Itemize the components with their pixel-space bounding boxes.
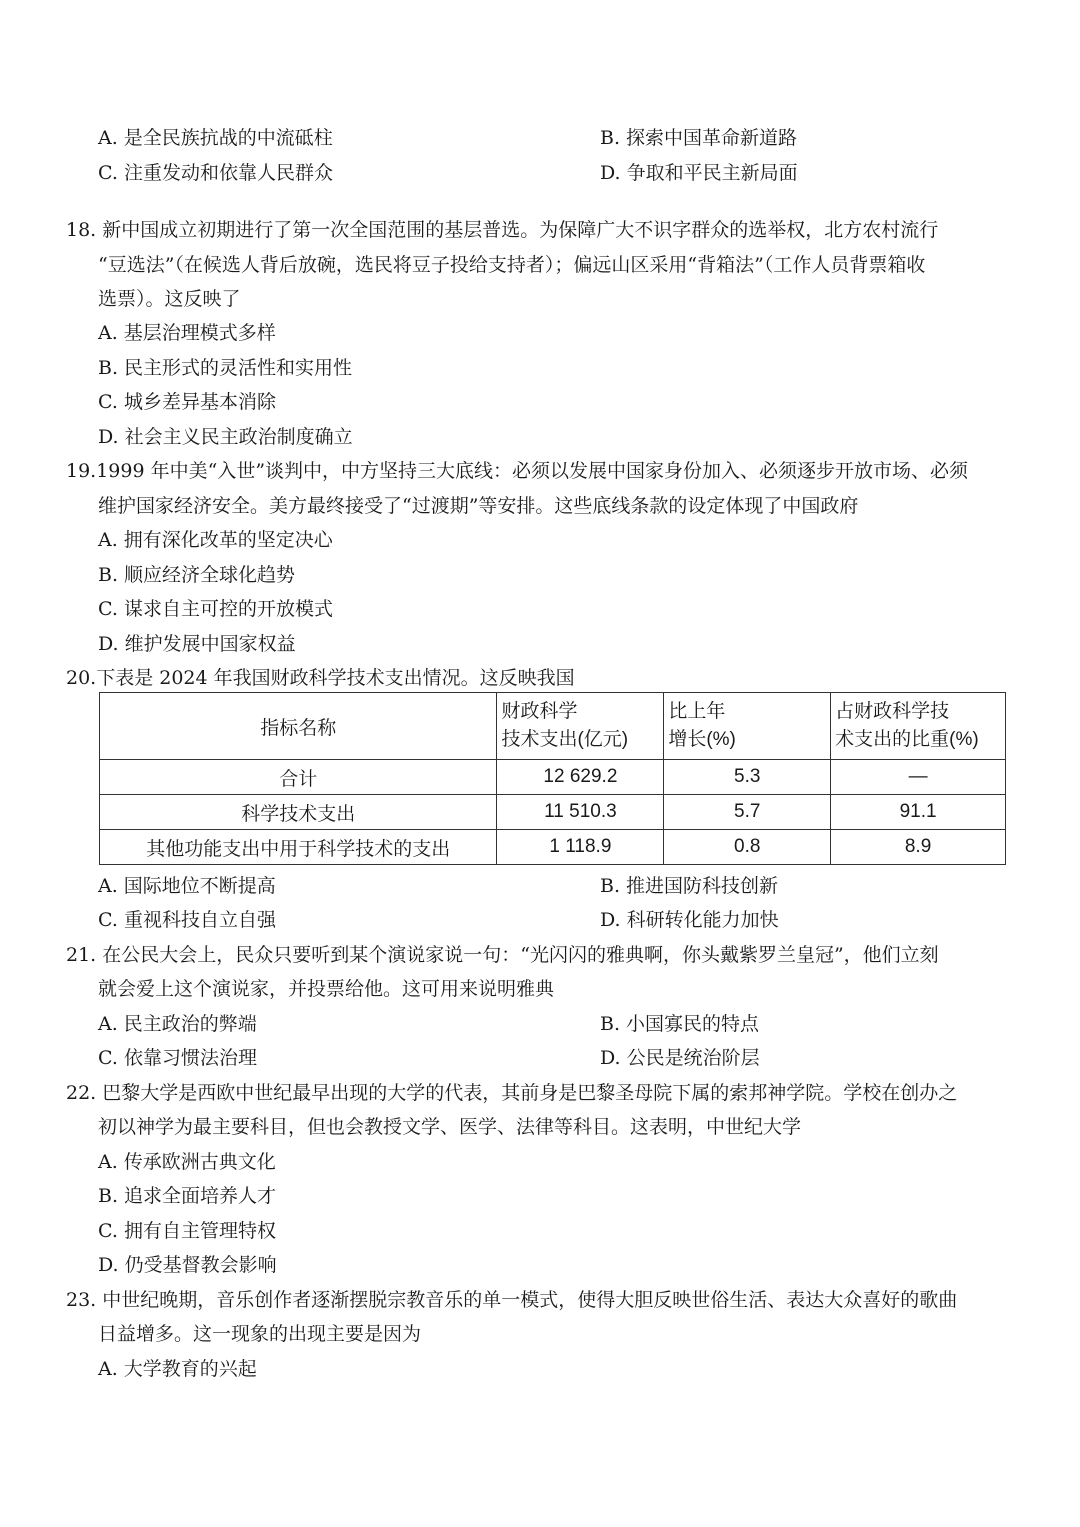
table-cell: — [831, 760, 1006, 795]
table-cell: 91.1 [831, 795, 1006, 830]
table-row [100, 830, 1006, 865]
q17-option-b: B. 探索中国革命新道路 [600, 127, 798, 149]
q19-option-b: B. 顺应经济全球化趋势 [98, 564, 296, 586]
q20-option-b: B. 推进国防科技创新 [600, 875, 779, 897]
q23-stem-line-2: 日益增多。这一现象的出现主要是因为 [98, 1323, 422, 1345]
q22-stem-line-1: 22. 巴黎大学是西欧中世纪最早出现的大学的代表，其前身是巴黎圣母院下属的索邦神学院。学校在创办之 [66, 1082, 958, 1104]
q20-option-a: A. 国际地位不断提高 [98, 875, 276, 897]
q19-stem-line-2: 维护国家经济安全。美方最终接受了“过渡期”等安排。这些底线条款的设定体现了中国政府 [98, 495, 859, 517]
q21-stem-line-1: 21. 在公民大会上，民众只要听到某个演说家说一句：“光闪闪的雅典啊，你头戴紫罗兰皇冠”，他们立刻 [66, 944, 939, 966]
q19-option-c: C. 谋求自主可控的开放模式 [98, 598, 333, 620]
q17-option-a: A. 是全民族抗战的中流砥柱 [98, 127, 333, 149]
q21-option-b: B. 小国寡民的特点 [600, 1013, 760, 1035]
table-cell: 8.9 [831, 830, 1006, 865]
table-cell: 11 510.3 [497, 795, 664, 830]
q23-stem-line-1: 23. 中世纪晚期，音乐创作者逐渐摆脱宗教音乐的单一模式，使得大胆反映世俗生活、表达大众喜好的歌曲 [66, 1289, 958, 1311]
table-cell: 0.8 [664, 830, 831, 865]
q20-option-c: C. 重视科技自立自强 [98, 909, 276, 931]
q17-option-d: D. 争取和平民主新局面 [600, 162, 798, 184]
table-cell: 合计 [100, 760, 497, 795]
q18-stem-line-3: 选票）。这反映了 [98, 288, 241, 310]
q18-option-c: C. 城乡差异基本消除 [98, 391, 276, 413]
q22-option-a: A. 传承欧洲古典文化 [98, 1151, 276, 1173]
table-row [100, 760, 1006, 795]
table-header-row [100, 693, 1006, 760]
q19-option-d: D. 维护发展中国家权益 [98, 633, 296, 655]
table-cell: 5.3 [664, 760, 831, 795]
q18-option-d: D. 社会主义民主政治制度确立 [98, 426, 353, 448]
q22-stem-line-2: 初以神学为最主要科目，但也会教授文学、医学、法律等科目。这表明，中世纪大学 [98, 1116, 802, 1138]
q21-stem-line-2: 就会爱上这个演说家，并投票给他。这可用来说明雅典 [98, 978, 555, 1000]
q20-option-d: D. 科研转化能力加快 [600, 909, 779, 931]
table-header-growth: 比上年 增长(%) [664, 693, 831, 760]
q21-option-c: C. 依靠习惯法治理 [98, 1047, 257, 1069]
q19-option-a: A. 拥有深化改革的坚定决心 [98, 529, 333, 551]
q20-stem: 20.下表是 2024 年我国财政科学技术支出情况。这反映我国 [66, 667, 575, 689]
q21-option-a: A. 民主政治的弊端 [98, 1013, 257, 1035]
table-row [100, 795, 1006, 830]
q19-stem-line-1: 19.1999 年中美“入世”谈判中，中方坚持三大底线：必须以发展中国家身份加入、必须逐步开放市场、必须 [66, 460, 969, 482]
table-header-share: 占财政科学技 术支出的比重(%) [831, 693, 1006, 760]
q22-option-d: D. 仍受基督教会影响 [98, 1254, 277, 1276]
table-cell: 12 629.2 [497, 760, 664, 795]
q22-option-c: C. 拥有自主管理特权 [98, 1220, 276, 1242]
table-cell: 1 118.9 [497, 830, 664, 865]
table-cell: 科学技术支出 [100, 795, 497, 830]
q18-stem-line-2: “豆选法”（在候选人背后放碗，选民将豆子投给支持者）；偏远山区采用“背箱法”（工作人员背票箱收 [98, 254, 926, 276]
q22-option-b: B. 追求全面培养人才 [98, 1185, 277, 1207]
q18-stem-line-1: 18. 新中国成立初期进行了第一次全国范围的基层普选。为保障广大不识字群众的选举权，北方农村流行 [66, 219, 939, 241]
q18-option-a: A. 基层治理模式多样 [98, 322, 276, 344]
q18-option-b: B. 民主形式的灵活性和实用性 [98, 357, 353, 379]
table-cell: 其他功能支出中用于科学技术的支出 [100, 830, 497, 865]
q21-option-d: D. 公民是统治阶层 [600, 1047, 760, 1069]
table-header-indicator: 指标名称 [100, 693, 497, 760]
table-header-expenditure: 财政科学 技术支出(亿元) [497, 693, 664, 760]
q17-option-c: C. 注重发动和依靠人民群众 [98, 162, 333, 184]
table-cell: 5.7 [664, 795, 831, 830]
q23-option-a: A. 大学教育的兴起 [98, 1358, 257, 1380]
science-expenditure-table [99, 692, 1006, 865]
